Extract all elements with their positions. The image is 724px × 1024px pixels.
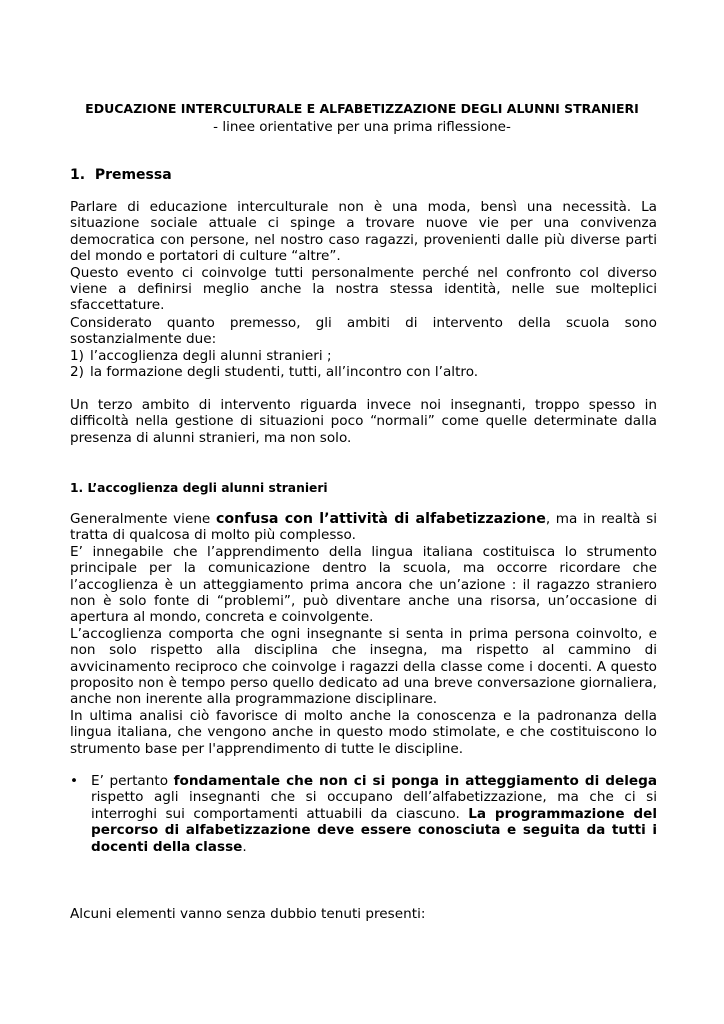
section-heading-premessa — [70, 166, 172, 184]
bold-text: fondamentale che non ci si ponga in atteggiamento di delega — [173, 773, 657, 789]
paragraph: Parlare di educazione interculturale non è una moda, bensì una necessità. La situazione sociale attuale ci spinge a trovare nuove vie per una convivenza democratica con persone, nel nostro caso ragazzi, provenienti dalle più diverse parti del mondo e portatori di culture “altre”. — [70, 199, 657, 265]
paragraph: Questo evento ci coinvolge tutti personalmente perché nel confronto col diverso viene a definirsi meglio anche la nostra stessa identità, nelle sue molteplici sfaccettature. — [70, 264, 657, 314]
list-number: 1) — [70, 347, 84, 364]
paragraph: E’ innegabile che l’apprendimento della lingua italiana costituisca lo strumento principale per la comunicazione dentro la scuola, ma occorre ricordare che l’accoglienza è un atteggiamento prima ancora che un’azione : il ragazzo straniero non è solo fonte di “problemi”, può diventare anche una risorsa, un’occasione di apertura al mondo, concreta e coinvolgente. — [70, 543, 657, 626]
section-title: Premessa — [94, 167, 172, 183]
bullet-marker: • — [70, 773, 79, 789]
numbered-list — [70, 348, 657, 381]
paragraph: Alcuni elementi vanno senza dubbio tenuti presenti: — [70, 906, 426, 922]
bullet-text — [91, 773, 657, 855]
bold-text: La programmazione del percorso di alfabetizzazione deve essere conosciuta e seguita da tutti i docenti della classe — [91, 805, 657, 855]
list-number: 2) — [70, 364, 84, 381]
text-run: rispetto agli insegnanti che si occupano dell’alfabetizzazione, ma che ci si interroghi sui comportamenti attuabili da ciascuno. — [91, 789, 657, 822]
closing-paragraph — [70, 906, 657, 922]
premessa-body — [70, 199, 657, 314]
document-title: EDUCAZIONE INTERCULTURALE E ALFABETIZZAZIONE DEGLI ALUNNI STRANIERI — [85, 101, 639, 116]
ambiti-block — [70, 315, 657, 381]
paragraph: Un terzo ambito di intervento riguarda invece noi insegnanti, troppo spesso in difficoltà nella gestione di situazioni poco “normali” come quelle determinate dalla presenza di alunni stranieri, ma non solo. — [70, 397, 657, 446]
section-heading-accoglienza: 1. L’accoglienza degli alunni stranieri — [70, 481, 328, 495]
paragraph: In ultima analisi ciò favorisce di molto anche la conoscenza e la padronanza della lingua italiana, che vengono anche in questo modo stimolate, e che costituiscono lo strumento base per l'apprendimento di tutte le discipline. — [70, 707, 657, 757]
bold-text: confusa con l’attività di alfabetizzazione — [215, 511, 546, 527]
text-run: Generalmente viene — [70, 511, 216, 527]
accoglienza-body — [70, 511, 657, 757]
list-item — [70, 348, 657, 364]
paragraph: Considerato quanto premesso, gli ambiti di intervento della scuola sono sostanzialmente due: — [70, 315, 657, 348]
list-item-text: l’accoglienza degli alunni stranieri ; — [90, 347, 332, 364]
bullet-item — [70, 773, 657, 855]
text-run: E’ pertanto — [91, 773, 174, 789]
list-item-text: la formazione degli studenti, tutti, all’incontro con l’altro. — [90, 364, 479, 381]
list-item — [70, 364, 657, 380]
document-subtitle: - linee orientative per una prima riflessione- — [213, 119, 511, 135]
paragraph: L’accoglienza comporta che ogni insegnante si senta in prima persona coinvolto, e non solo rispetto alla disciplina che insegna, ma rispetto al cammino di avvicinamento reciproco che coinvolge i ragazzi della classe come i docenti. A questo proposito non è tempo perso quello dedicato ad una breve conversazione giornaliera, anche non inerente alla programmazione disciplinare. — [70, 625, 657, 708]
terzo-ambito-paragraph — [70, 397, 657, 446]
paragraph — [70, 511, 657, 544]
section-number: 1. — [70, 167, 86, 183]
text-run: . — [242, 838, 247, 855]
text-run: , ma in realtà si tratta di qualcosa di molto più complesso. — [70, 511, 657, 544]
